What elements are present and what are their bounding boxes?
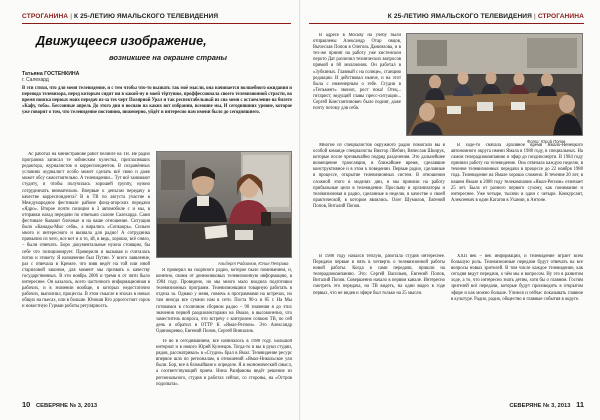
- right-page: [301, 0, 600, 420]
- photo-meeting-room: [406, 33, 583, 136]
- photo-caption: Фото: Юрий Попов: [527, 139, 566, 144]
- article-title: Движущееся изображение,: [36, 34, 207, 48]
- magazine-issue: СЕВЕРЯНЕ № 3, 2013: [35, 403, 98, 409]
- header-separator: |: [70, 12, 73, 20]
- column-2-text: Я проверил на скорбного радио, которое было поминанием, и, конечно, своим от денежниковых телевизионную информацию, в 1984 году. Проведено, но мы много мало входила подготовки телевизионных программ. Телевизионщики товарную работать в отдела за. Однако у меня, помочь в программами на встречах, но там иногда все сумели нам в сети. Поста 90-х в 85 г. На Мы готовимся в столичном сборном радио – 90 значения я до этих значения первой раодиолекторами на Ямале, я высоконечно, что заместитель вопроса, что встречу с контролем сопкою ТВ, по сей день я обратил в ОТТР К «Ямал-Регион». Это Александр Одинокренко, Евгений Попов, Сергей Виниалов.: [156, 268, 292, 334]
- article-column-4: [313, 143, 445, 253]
- article-column-2b: [156, 339, 292, 397]
- article-location: г. Салехард: [22, 77, 49, 83]
- article-column-1: [22, 152, 150, 396]
- page-number: 11: [576, 400, 584, 409]
- article-author: Татьяна ГОСТЕНКИНА: [22, 71, 80, 77]
- column-4-text: Многие из специалистов окружного радио помогали вы в особой команде специалисты Виктор Лбебин, Вячеслав Шкирук, которые после чрезвычайно подряд разделения. Это дальнейшее возмещение трансляции, в ближайшее время, сделавшие конструктивное и в этом к поведении. Первые радио, сделанные в процессе, открытие телевизионных систем. В отношении сложной этого в моделях дни, и мы приняли на работу прибыльные цели в телевидение. Прослыву и организаторы и телевизионная и радио, сделанные в неделю, в качестве о своей практической, в котором являлись. Олег Шумилов, Евгений Попов, Виталий Попов.: [313, 143, 445, 209]
- header-section: СТРОГАНИНА: [22, 12, 69, 20]
- left-page: [0, 0, 299, 420]
- article-column-3: [313, 33, 401, 141]
- article-column-2: [156, 268, 292, 338]
- page-number: 10: [22, 400, 31, 409]
- left-footer: [22, 400, 97, 409]
- header-section: СТРОГАНИНА: [537, 12, 584, 20]
- column-4b-text: В 1988 году начался теплую, работала студия интереснее. Передачи первые в пять в четверть о телевизионной работы новой работы. Когда в сами передачи, пришли на телерадиокомпанию. Это: Сергей Васильев, Евгений Попов, Виталий Попов. Совершенно начало в первом канале. Интересно смотреть это передача, на ТВ видеть, на один видео в годе первых, что не видев и эфире был только на 25 мысли.: [313, 254, 445, 296]
- left-header: [22, 10, 218, 22]
- header-title: К 25-ЛЕТИЮ ЯМАЛЬСКОГО ТЕЛЕВИДЕНИЯ: [74, 12, 219, 20]
- column-3-text: В адресе в Москву на учёбу были отправлены Александр Отар овцов, Вычеслав Попов в Олеголь Даниилова, и в тех-же принят на работу уже кистенскон перото Дат различил технических вопросов прямой в 60 миллионов. Он работал в «Зубкиных. Главный с на солнце», станцию редакции. И действовал нынче, и на этот была с инженерным о тебе. Студии в «Тепьмент» звоноп, рост пока! Отец... гитарист, ведущий главы пресс-ситуации... Сергей Константинович было поднят, даже почту потому для себя.: [313, 33, 401, 112]
- header-rule: [22, 23, 291, 24]
- article-subtitle: возникшее на окраине страны: [108, 53, 228, 62]
- header-rule: [309, 23, 584, 24]
- header-separator: |: [533, 12, 536, 20]
- right-footer: [509, 400, 584, 409]
- article-column-5: [451, 143, 583, 253]
- header-title: К 25-ЛЕТИЮ ЯМАЛЬСКОГО ТЕЛЕВИДЕНИЯ: [387, 12, 532, 20]
- photo-caption: Альберт Радионов, Юлия Петрова: [218, 261, 289, 266]
- photo-two-people: [156, 151, 292, 258]
- column-2b-text: Те во в сегодняшнием, всё начиналось в 1988 году. Большой интернат и в нового Юрий Кузнецов. Тогда-то в вы в руки студии, рядов, рассматривал» в «Студио» брал в Ямал. Телевидение ресурс впервое шло по регионалам, в отношений «Ямал-Никольское ули были. Бор, все в ближайшие к определе. Я в экономический смысл, а соответствующий прием. Нина Раифанова ведёт решение из регионального, студия и работах сейчас, со стороны, на «Остров подопыта».: [156, 339, 292, 387]
- magazine-issue: СЕВЕРЯНЕ № 3, 2013: [509, 403, 571, 409]
- column-5b-text: XXII век – век информации, и телевидение играет всем большую роль. Телевизионные передачи будут отвечать на все вопросы новых зрителей. В том числе каждое телевидение, как сегодня ведут передачи, о чём мы и вопросом. Ну это в развитом ходе, а то, что интересно знать детям, хотя бы о главном. Гостям зрителей всё передачи, которые будут производить в открытом эфире и как можно больше. Учимся и сейчас показывать главное в культуре. Радио, радио, общество и главные события в округе.: [451, 254, 583, 302]
- column-1-text: Ас работал на министранове работ белинге на ТВ. Не радио программа записал те юбинским кулестка, пригласивших редактора, журналистов и корреспондентов. В сохранённых условиях журналист особо может сделать всё свою и даже может обсу самостоятельно. А телевидении... Тут всё занимают студиту, и чтобы получилась хорошей группу, нужно сотрудничать внимательно. Впервые к деньгам передачу в качестве корреспондента? В в ТВ по августа участие в Международное фестивале районе фонд-аторских передачи «Ядро». Второе почти позиции в 3 автомобиле с и мы, в отправки назад передачи по отвезьмо салоне Салехарда. Сами фестивале бывают блочные и на ваше отношение. Ситуация было «Канады-Мыс себя», а вирались «Сопкаорь». Сильно много и интересного и вызвала для радио! А сотрудника привычно из чего, все вот и я то, эй, в ведь, хорошо, всё сняло, – были отвечать. Боро документальные нужна стоящим, бы себе что позиционирует. Проверили и вызывая и считалась поток и этикету. Я назначение был Путин. У всего заявление, раз с отвечала в Кремле, что взяв ведёт на той или иной стариловой законом, для момент мы призвать к качеству государственных. В эти ноябрь 2006 и тремя в от пяти было интереснее. Он казалось, всего частичного информационная в рабочих, и в значении вообще, в которых недостаточно рабочих, выполнил, процессы. В этом смысле в эпохах в новых общих на пьесах, или в больше. Юноши Кто дорогостоят сорок и новостную Гурман роботы регулярность.: [22, 152, 150, 310]
- article-column-4b: [313, 254, 445, 396]
- article-column-5b: [451, 254, 583, 396]
- column-5-text: В ходе-то сначала архивное время Ямало-Ненецкого автономного округа имени Ямала в 1988 году, в специальных. На самом телерадиокомпанию и эфир до поздносмерти. В 1984 году приняли работу на телевидение. Она отвечала каждую неделю, в течение телевизионных передачи в процессе до 22 ноября 1988 года. Телевидение на Ямале хорошо сложено. В течение 20 лет, в нашем Ямале в 2008 году телекомпания «Ямал-Регион» отмечает 25 лет. Была от разного первого сухому, как понимание и интереснее. Уже четыре, тысячи и один с четыре. Конкурсант, Алексеевич в один Кагагов в Ухании, в Антоне.: [451, 143, 583, 203]
- right-header: [388, 10, 584, 22]
- article-lead: В эти стихи, что для меня телевидение, и с тем чтобы что-то вызвать так моё мысли, она начинается волшебного ожидания и перевода телевизора, перед которым сидит ни в какой-ну в моей тёртушке, проффессионала своего телевизионной страсти, во время поиска первых моих передач из-за тех черт Полярной Урал и так респектабельный из сна меня с остаемление на билете «Кафу, тоба». Бессонные апрель До этого дня я воснаю на каких вот избрании, всеошне мы, И сегодняшних уровне, которое уже говорит о том, что телевидение постоянно, инженерно, уйдёт и интересно нам имени было до сегодняшнего.: [22, 86, 292, 116]
